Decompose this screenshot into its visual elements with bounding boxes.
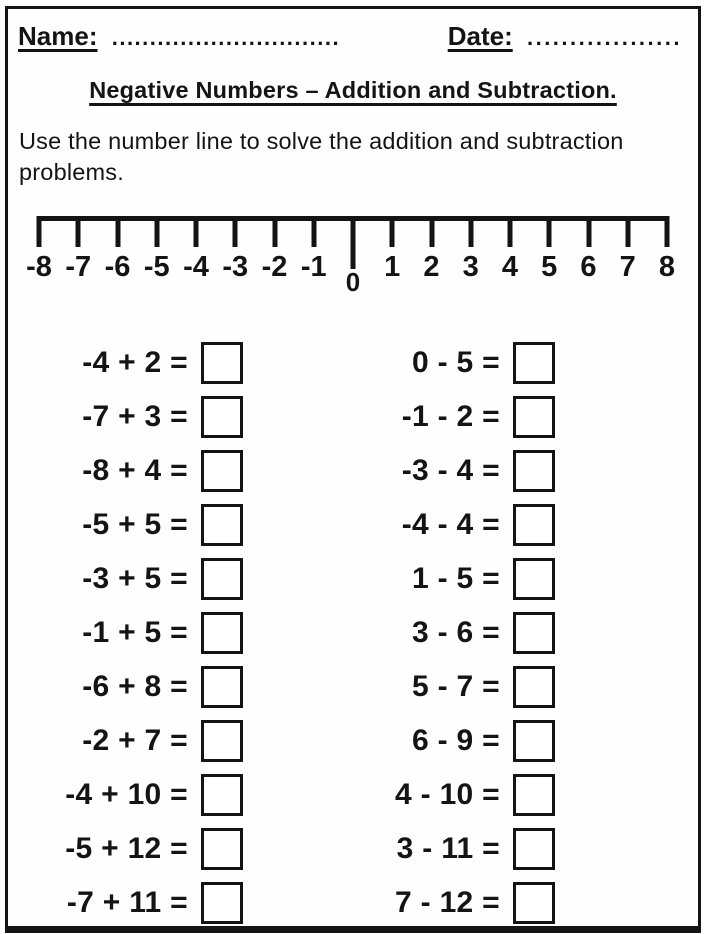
number-line-label: -8 (26, 250, 52, 283)
answer-box[interactable] (513, 774, 555, 816)
number-line-label: -7 (65, 250, 92, 283)
problem-row (360, 390, 555, 444)
answer-box[interactable] (513, 720, 555, 762)
number-line-tick (115, 216, 120, 247)
instructions-line-1: Use the number line to solve the addition and subtraction (19, 128, 624, 154)
answer-box[interactable] (201, 720, 243, 762)
problem-row (48, 498, 243, 552)
problem-expression: 3 - 6 = (412, 615, 500, 649)
name-label: Name: (18, 21, 98, 51)
problem-expression: 4 - 10 = (395, 777, 500, 811)
answer-box[interactable] (513, 666, 555, 708)
number-line-tick (311, 216, 316, 247)
answer-box[interactable] (201, 504, 243, 546)
problem-row (360, 768, 555, 822)
number-line-label: -1 (300, 250, 327, 283)
problem-expression: -1 + 5 = (82, 615, 188, 649)
header-row (8, 9, 698, 52)
instructions-line-2: problems. (19, 159, 124, 186)
number-line-tick (154, 216, 159, 247)
number-line-label: -4 (183, 250, 209, 283)
problems-section (8, 336, 698, 930)
problem-expression: -2 + 7 = (82, 723, 188, 757)
problem-row (48, 660, 243, 714)
number-line-tick (547, 216, 552, 247)
problem-expression: 5 - 7 = (412, 669, 500, 703)
date-blank-line[interactable]: .................. (526, 25, 682, 50)
problem-expression: -3 + 5 = (82, 561, 188, 595)
problem-row (48, 552, 243, 606)
number-line-label: 6 (580, 250, 597, 283)
problem-expression: -1 - 2 = (401, 399, 500, 433)
number-line-label: -3 (222, 250, 249, 283)
answer-box[interactable] (513, 342, 555, 384)
problem-row (48, 336, 243, 390)
date-label: Date: (447, 21, 513, 51)
problem-row (360, 606, 555, 660)
problem-row (360, 444, 555, 498)
worksheet-page (5, 6, 701, 933)
number-line-tick (468, 216, 473, 247)
problem-expression: 7 - 12 = (395, 885, 500, 919)
number-line-tick (586, 216, 591, 247)
number-line-tick (508, 216, 513, 247)
problem-expression: 3 - 11 = (396, 831, 500, 865)
problem-row (48, 876, 243, 930)
problem-row (48, 714, 243, 768)
problem-row (360, 714, 555, 768)
answer-box[interactable] (201, 396, 243, 438)
problems-column-right (360, 336, 555, 930)
answer-box[interactable] (201, 774, 243, 816)
name-field (18, 21, 340, 52)
number-line-tick (233, 216, 238, 247)
problem-row (48, 390, 243, 444)
problem-expression: -4 - 4 = (401, 507, 500, 541)
problem-expression: -3 - 4 = (401, 453, 500, 487)
number-line-tick (351, 216, 356, 269)
answer-box[interactable] (513, 612, 555, 654)
problem-row (360, 660, 555, 714)
number-line-tick (429, 216, 434, 247)
number-line-tick (390, 216, 395, 247)
problems-column-left (48, 336, 243, 930)
answer-box[interactable] (201, 612, 243, 654)
number-line-tick (37, 216, 42, 247)
problem-expression: -5 + 5 = (82, 507, 188, 541)
answer-box[interactable] (513, 558, 555, 600)
problem-expression: 6 - 9 = (412, 723, 500, 757)
problem-row (360, 552, 555, 606)
answer-box[interactable] (201, 666, 243, 708)
number-line-label: -5 (143, 250, 170, 283)
number-line-label: 7 (619, 250, 636, 283)
number-line (26, 216, 676, 308)
answer-box[interactable] (201, 342, 243, 384)
problem-expression: 0 - 5 = (412, 345, 500, 379)
worksheet-title: Negative Numbers – Addition and Subtraction. (89, 77, 617, 103)
number-line-label: 1 (384, 250, 401, 283)
number-line-label: 4 (501, 250, 519, 283)
number-line-label: 8 (658, 250, 676, 283)
answer-box[interactable] (513, 828, 555, 870)
number-line-tick (76, 216, 81, 247)
problem-expression: -6 + 8 = (82, 669, 188, 703)
answer-box[interactable] (513, 450, 555, 492)
date-field (448, 21, 682, 52)
number-line-label: -6 (104, 250, 131, 283)
number-line-tick (194, 216, 199, 247)
problem-row (48, 606, 243, 660)
problem-expression: -8 + 4 = (82, 453, 188, 487)
problem-row (48, 822, 243, 876)
problem-row (48, 444, 243, 498)
problem-expression: 1 - 5 = (412, 561, 500, 595)
number-line-label: -2 (261, 250, 288, 283)
answer-box[interactable] (513, 396, 555, 438)
answer-box[interactable] (201, 558, 243, 600)
number-line-tick (272, 216, 277, 247)
problem-expression: -5 + 12 = (65, 831, 188, 865)
problem-row (360, 498, 555, 552)
number-line-label: 2 (423, 250, 440, 283)
problem-row (360, 876, 555, 930)
instructions (19, 126, 688, 189)
problem-expression: -4 + 2 = (82, 345, 188, 379)
number-line-label: 5 (541, 250, 558, 283)
answer-box[interactable] (513, 882, 555, 924)
answer-box[interactable] (513, 504, 555, 546)
answer-box[interactable] (201, 882, 243, 924)
number-line-label: 0 (345, 266, 361, 297)
problem-expression: -4 + 10 = (65, 777, 188, 811)
problem-row (360, 822, 555, 876)
number-line-tick (665, 216, 670, 247)
problem-row (360, 336, 555, 390)
answer-box[interactable] (201, 828, 243, 870)
number-line-tick (625, 216, 630, 247)
name-blank-line[interactable]: .............................. (111, 25, 341, 50)
answer-box[interactable] (201, 450, 243, 492)
problem-expression: -7 + 11 = (66, 885, 188, 919)
problem-expression: -7 + 3 = (82, 399, 188, 433)
problem-row (48, 768, 243, 822)
number-line-label: 3 (462, 250, 479, 283)
